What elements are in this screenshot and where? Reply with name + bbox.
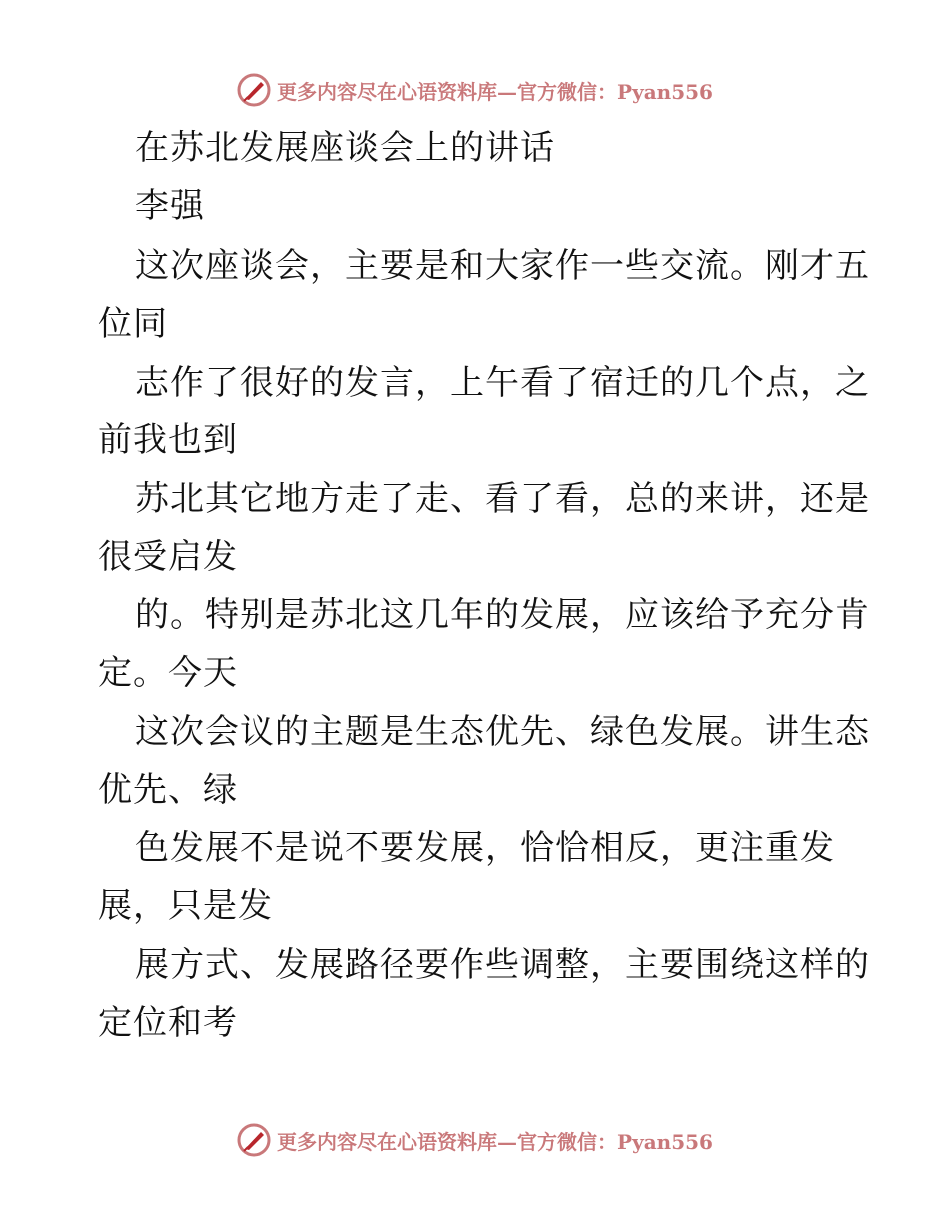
watermark-banner-bottom xyxy=(0,1120,950,1160)
watermark-banner-top xyxy=(0,70,950,110)
paragraph-line: 这次座谈会，主要是和大家作一些交流。刚才五 xyxy=(135,246,870,286)
feather-quill-logo-icon xyxy=(237,1123,271,1157)
watermark-text: 更多内容尽在心语资料库—官方微信：Pyan556 xyxy=(277,1129,713,1154)
watermark-text: 更多内容尽在心语资料库—官方微信：Pyan556 xyxy=(277,79,713,104)
paragraph-line: 前我也到 xyxy=(98,420,238,460)
paragraph-line: 优先、绿 xyxy=(98,770,238,810)
paragraph-line: 这次会议的主题是生态优先、绿色发展。讲生态 xyxy=(135,712,870,752)
paragraph-line: 的。特别是苏北这几年的发展，应该给予充分肯 xyxy=(135,595,870,635)
feather-quill-logo-icon xyxy=(237,73,271,107)
paragraph-line: 位同 xyxy=(98,304,168,344)
paragraph-line: 很受启发 xyxy=(98,537,238,577)
paragraph-line: 苏北其它地方走了走、看了看，总的来讲，还是 xyxy=(135,479,870,519)
paragraph-line: 定。今天 xyxy=(98,653,238,693)
document-title: 在苏北发展座谈会上的讲话 xyxy=(135,128,555,168)
paragraph-line: 色发展不是说不要发展，恰恰相反，更注重发 xyxy=(135,828,835,868)
paragraph-line: 展方式、发展路径要作些调整，主要围绕这样的 xyxy=(135,945,870,985)
paragraph-line: 志作了很好的发言，上午看了宿迁的几个点，之 xyxy=(135,363,870,403)
paragraph-line: 展，只是发 xyxy=(98,886,273,926)
document-author: 李强 xyxy=(135,186,205,226)
paragraph-line: 定位和考 xyxy=(98,1003,238,1043)
